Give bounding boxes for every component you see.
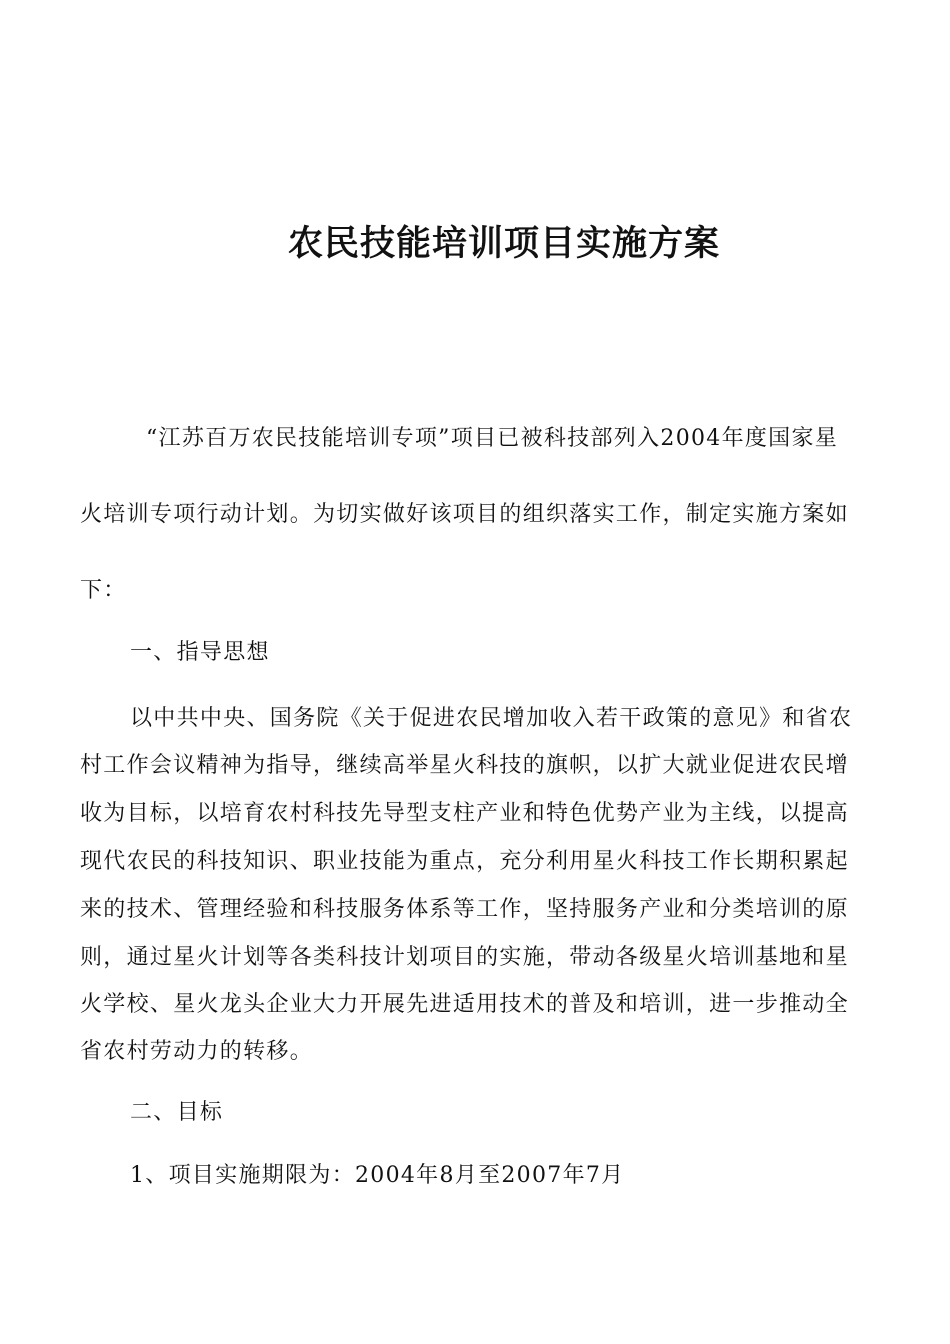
document-title: 农民技能培训项目实施方案 [287,224,720,264]
section-1-heading: 一、指导思想 [130,640,270,665]
section-2-heading: 二、目标 [130,1100,224,1125]
paragraph-line: 省农村劳动力的转移。 [80,1039,314,1064]
paragraph-line: 以中共中央、国务院《关于促进农民增加收入若干政策的意见》和省农 [130,706,853,731]
paragraph-line: 收为目标，以培育农村科技先导型支柱产业和特色优势产业为主线，以提高 [80,801,849,826]
paragraph-line: 村工作会议精神为指导，继续高举星火科技的旗帜，以扩大就业促进农民增 [80,753,849,778]
paragraph-line: 现代农民的科技知识、职业技能为重点，充分利用星火科技工作长期积累起 [80,849,849,874]
intro-line-3: 下： [80,578,127,603]
section-2-item-1: 1、项目实施期限为：2004年8月至2007年7月 [130,1163,625,1188]
paragraph-line: 火学校、星火龙头企业大力开展先进适用技术的普及和培训，进一步推动全 [80,992,849,1017]
intro-line-1: “江苏百万农民技能培训专项”项目已被科技部列入2004年度国家星 [146,426,839,451]
paragraph-line: 则，通过星火计划等各类科技计划项目的实施，带动各级星火培训基地和星 [80,945,849,970]
paragraph-line: 来的技术、管理经验和科技服务体系等工作，坚持服务产业和分类培训的原 [80,897,849,922]
intro-line-2: 火培训专项行动计划。为切实做好该项目的组织落实工作，制定实施方案如 [80,502,849,527]
